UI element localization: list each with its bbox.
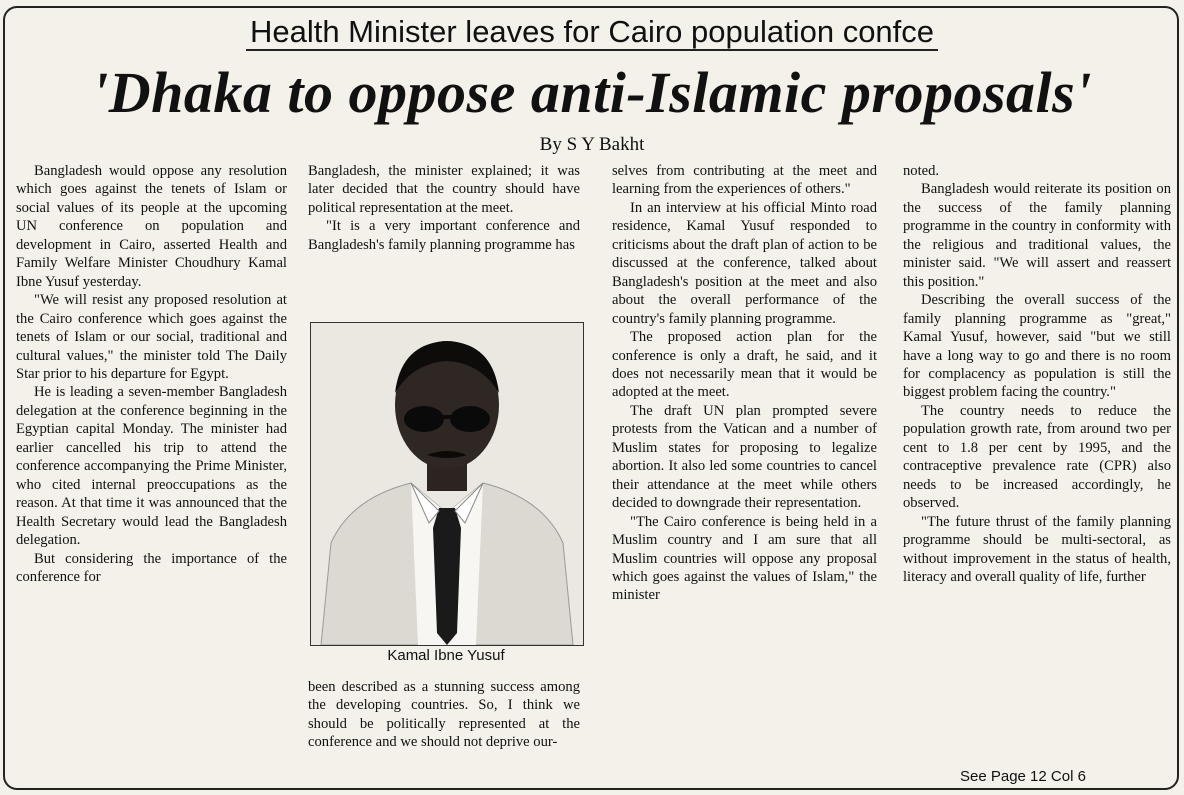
- paragraph: Describing the overall success of the family planning programme as "great," Kamal Yusuf, however, said "but we still have a long way to go and there is no room for complacency as population is still the biggest problem facing the country.": [903, 292, 1171, 401]
- photo-caption: Kamal Ibne Yusuf: [387, 647, 505, 664]
- paragraph: The draft UN plan prompted severe protests from the Vatican and a number of Muslim states for proposing to legalize abortion. It also led some countries to cancel their attendance at the meet while others decided to downgrade their representation.: [612, 402, 877, 512]
- paragraph: Bangladesh would oppose any resolution which goes against the tenets of Islam or social values of its people at the upcoming UN conference on population and development in Cairo, asserted Health and Family Welfare Minister Choudhury Kamal Ibne Yusuf yesterday.: [16, 163, 287, 290]
- paragraph: "We will resist any proposed resolution at the Cairo conference which goes against the tenets of Islam or our social, traditional and cultural values," the minister told The Daily Star prior to his departure for Egypt.: [16, 292, 287, 382]
- article-column-4: [903, 162, 1171, 790]
- article-column-3: [612, 162, 877, 790]
- portrait-photo: [310, 322, 584, 646]
- paragraph: But considering the importance of the conference for: [16, 550, 287, 585]
- paragraph: "The future thrust of the family planning programme should be multi-sectoral, as without improvement in the status of health, literacy and overall quality of life, further: [903, 513, 1171, 585]
- paragraph: noted.: [903, 163, 940, 179]
- byline: By S Y Bakht: [539, 134, 645, 155]
- main-headline: 'Dhaka to oppose anti-Islamic proposals': [92, 60, 1092, 125]
- article-column-2-bottom: [308, 678, 580, 790]
- article-column-1: [16, 162, 287, 790]
- paragraph: "The Cairo conference is being held in a Muslim country and I am sure that all Muslim countries will oppose any proposal which goes against the values of Islam," the minister: [612, 513, 877, 604]
- portrait-image: [311, 323, 583, 645]
- paragraph: Bangladesh, the minister explained; it was later decided that the country should have political representation at the meet.: [308, 163, 580, 216]
- kicker-text: Health Minister leaves for Cairo population confce: [246, 14, 938, 51]
- paragraph: selves from contributing at the meet and learning from the experiences of others.": [612, 163, 877, 198]
- paragraph: The country needs to reduce the population growth rate, from around two per cent to 1.8 per cent by 1995, and the contraceptive prevalence rate (CPR) also needs to be increased accordingly, he observed.: [903, 402, 1171, 512]
- paragraph: been described as a stunning success among the developing countries. So, I think we should be politically represented at the conference and we should not deprive our-: [308, 679, 580, 751]
- paragraph: Bangladesh would reiterate its position on the success of the family planning programme in the country in conformity with the religious and traditional values, the minister said. "We will assert and reassert this position.": [903, 181, 1171, 290]
- paragraph: In an interview at his official Minto road residence, Kamal Yusuf responded to criticisms about the draft plan of action to be discussed at the conference, talked about Bangladesh's position at the meet and also about the overall performance of the country's family planning programme.: [612, 199, 877, 327]
- kicker-headline: [0, 12, 1184, 52]
- paragraph: He is leading a seven-member Bangladesh delegation at the conference beginning in the Egyptian capital Monday. The minister had earlier cancelled his trip to attend the conference accompanying the Prime Minister, who cited internal preoccupations as the reason. At that time it was announced that the Health Secretary would lead the Bangladesh delegation.: [16, 384, 287, 549]
- paragraph: The proposed action plan for the conference is only a draft, he said, and it does not necessarily mean that it would be adopted at the meet.: [612, 329, 877, 401]
- article-column-2-top: [308, 162, 580, 327]
- continuation-note: See Page 12 Col 6: [960, 768, 1086, 785]
- paragraph: "It is a very important conference and Bangladesh's family planning programme has: [308, 218, 580, 253]
